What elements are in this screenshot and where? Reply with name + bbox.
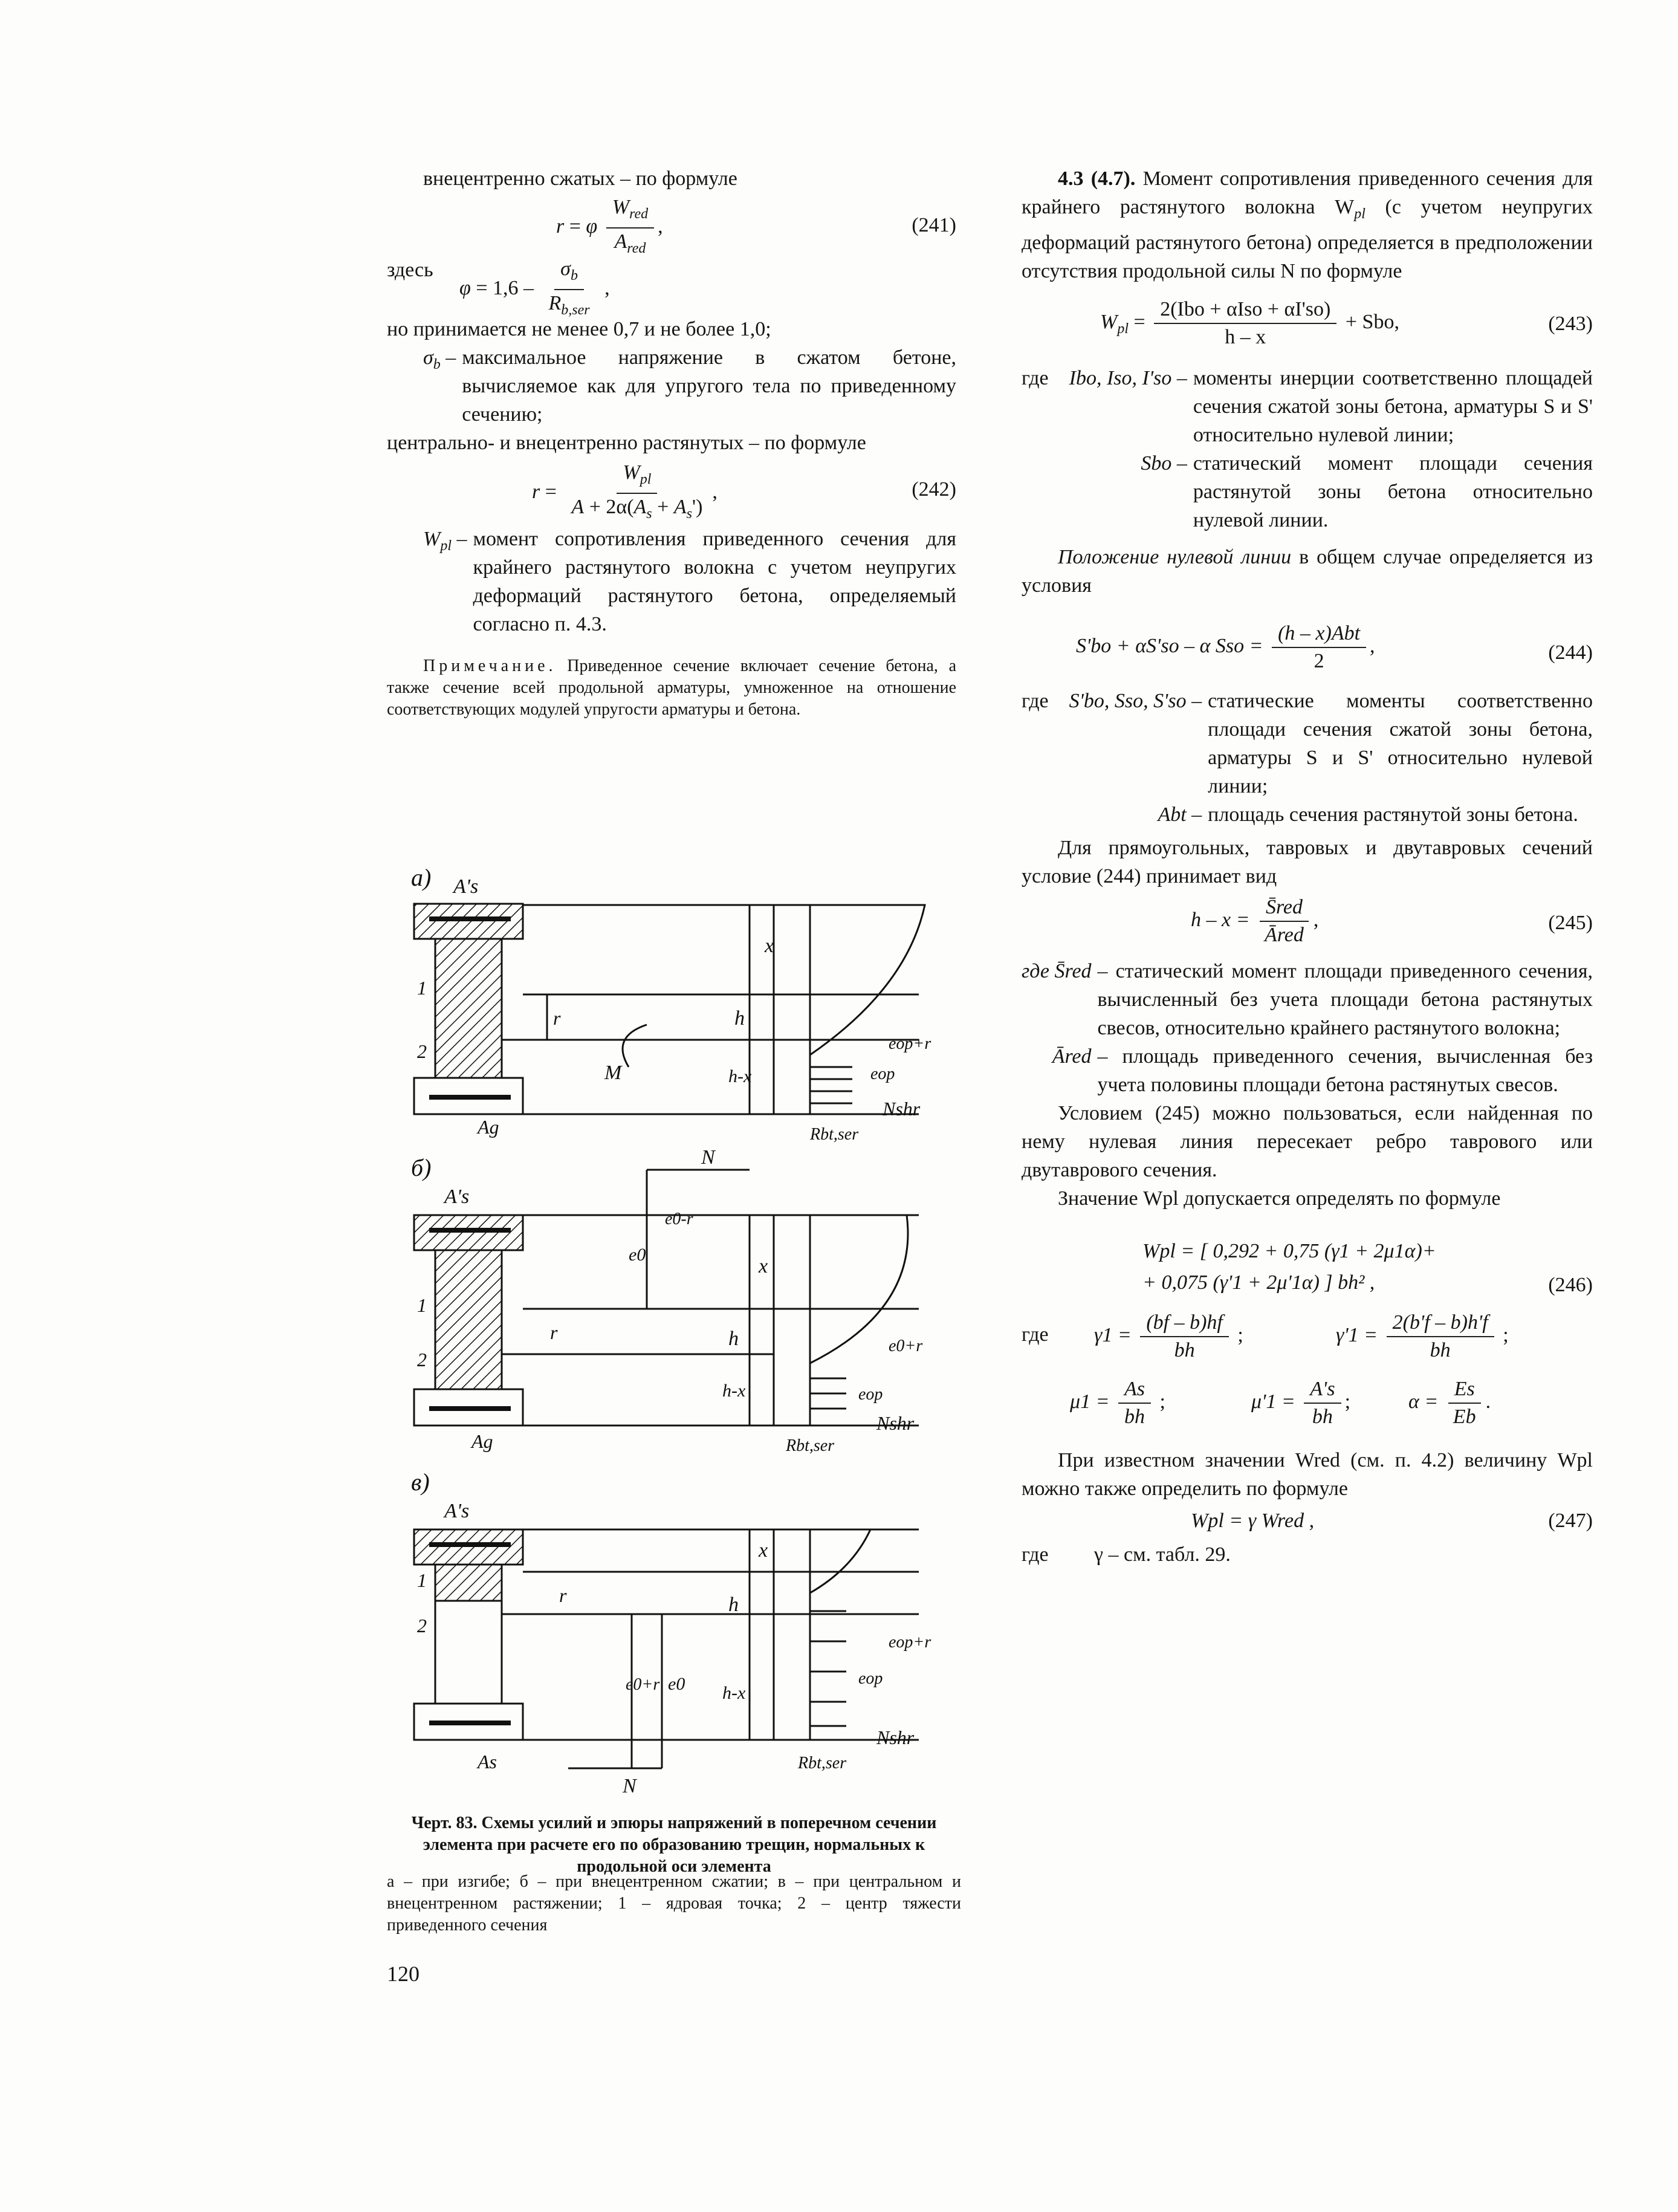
label-ag-a: Ag bbox=[478, 1116, 499, 1138]
wpl-definition: $W_{pl}$ – момент сопротивления приведенного сечения для крайнего растянутого волокна с учетом неупругих деформаций растянутого бетона, определяемый согласно п. 4.3. bbox=[423, 528, 956, 635]
eq-number-244: (244) bbox=[1548, 641, 1593, 664]
label-eop-a: eop bbox=[870, 1065, 895, 1083]
label-h-a: h bbox=[734, 1007, 745, 1030]
label-eop-r-a: eop+r bbox=[889, 1034, 931, 1053]
formula-242: r = $\frac{W_{pl}}{A + 2\alpha(A_s + A_s')}$ , (242) bbox=[387, 457, 956, 525]
eq-number-243: (243) bbox=[1548, 313, 1593, 335]
label-b: б) bbox=[411, 1154, 432, 1181]
label-x-a: x bbox=[765, 935, 774, 957]
sigma-definition: $\sigma_b$ – максимальное напряжение в сжатом бетоне, вычисляемое как для упругого тела по приведенному сечению; bbox=[423, 346, 956, 426]
label-nshr-b: Nshr bbox=[876, 1412, 915, 1434]
formula-246: Wpl = [ 0,292 + 0,75 (γ1 + 2μ1α)+ + 0,075 (γ'1 + 2μ'1α) ] bh² , (246) bbox=[1022, 1237, 1593, 1309]
formula-241: r = φ $\frac{W_{red}}{A_{red}}$ , (241) bbox=[387, 193, 956, 256]
condition-text: Условием (245) можно пользоваться, если найденная по нему нулевая линия пересекает ребро таврового или двутаврового сечения. bbox=[1022, 1102, 1593, 1181]
label-as-bot-v: As bbox=[478, 1751, 497, 1773]
wpl-allow-text: Значение Wpl допускается определять по формуле bbox=[1058, 1187, 1501, 1210]
section-4-3: 4.3 (4.7). Момент сопротивления приведенного сечения для крайнего растянутого волокна $W_{pl}$ (с учетом неупругих деформаций растянутого бетона) определяется в предположении отсутствия продольной силы N по формуле bbox=[1022, 167, 1593, 282]
label-M-a: M bbox=[604, 1062, 622, 1084]
label-hx-b: h-x bbox=[722, 1381, 746, 1401]
eq-number-242: (242) bbox=[912, 478, 956, 501]
definitions-243: где Ibo, Iso, I'so – моменты инерции соответственно площадей сечения сжатой зоны бетона, арматуры S и S' относительно нулевой линии; Sbo – статический момент площади сечения растянутой зоны бетона относительно нулевой линии. bbox=[1022, 367, 1593, 531]
label-two-b: 2 bbox=[417, 1349, 427, 1370]
figure-legend: а – при изгибе; б – при внецентренном сжатии; в – при центральном и внецентренном растяжении; 1 – ядровая точка; 2 – центр тяжести приведенного сечения bbox=[387, 1872, 961, 1935]
page-number: 120 bbox=[387, 1962, 420, 1986]
label-N-v: N bbox=[623, 1775, 637, 1797]
right-column bbox=[1022, 164, 1593, 1571]
label-r-b: r bbox=[550, 1322, 558, 1343]
gamma-definitions: где γ1 = $\frac{(bf - b)hf}{bh}$ ; γ'1 = $\frac{2(b'f - b)h'f}{bh}$ ; bbox=[1022, 1309, 1593, 1370]
known-wred-text: При известном значении Wred (см. п. 4.2) величину Wpl можно также определить по формуле bbox=[1022, 1449, 1593, 1500]
intro-text: внецентренно сжатых – по формуле bbox=[423, 167, 737, 190]
diagram-v bbox=[411, 1468, 931, 1797]
neutral-line-text: Положение нулевой линии в общем случае определяется из условия bbox=[1022, 546, 1593, 597]
label-x-b: x bbox=[759, 1255, 768, 1277]
label-v: в) bbox=[411, 1468, 430, 1496]
label-rbt-b: Rbt,ser bbox=[786, 1436, 835, 1455]
label-hx-a: h-x bbox=[728, 1066, 752, 1086]
label-eop-v: eop bbox=[858, 1669, 883, 1688]
gamma-reference: где γ – см. табл. 29. bbox=[1022, 1543, 1231, 1566]
label-a: а) bbox=[411, 864, 432, 891]
figure-83 bbox=[387, 849, 967, 1802]
label-two-v: 2 bbox=[417, 1615, 427, 1636]
label-one-a: 1 bbox=[417, 977, 427, 999]
label-r-v: r bbox=[559, 1584, 567, 1606]
label-two-a: 2 bbox=[417, 1040, 427, 1062]
label-e0-plus-r-v: e0+r bbox=[626, 1675, 660, 1694]
eq-number-246: (246) bbox=[1548, 1274, 1593, 1296]
label-N-b: N bbox=[701, 1146, 715, 1169]
stress-epure-a bbox=[810, 905, 925, 1055]
label-eop-b: eop bbox=[858, 1385, 883, 1404]
label-e0-plus-r-b: e0+r bbox=[889, 1337, 923, 1355]
formula-247: Wpl = γ Wred , (247) bbox=[1022, 1507, 1593, 1537]
label-one-b: 1 bbox=[417, 1294, 427, 1316]
label-r-a: r bbox=[553, 1007, 561, 1029]
label-x-v: x bbox=[759, 1539, 768, 1562]
label-rbt-a: Rbt,ser bbox=[810, 1125, 859, 1144]
label-eop-r-v: eop+r bbox=[889, 1633, 931, 1652]
left-column bbox=[387, 164, 956, 721]
label-h-b: h bbox=[728, 1328, 739, 1350]
definitions-244: где S'bo, Sso, S'so – статические моменты соответственно площади сечения сжатой зоны бетона, арматуры S и S' относительно нулевой линии; Abt – площадь сечения растянутой зоны бетона. bbox=[1022, 690, 1593, 826]
label-e0-b: e0 bbox=[629, 1245, 646, 1265]
formula-244: S'bo + αS'so – α Sso = $\frac{\text{(h – x)Abt}}{2}$ , (244) bbox=[1022, 620, 1593, 687]
label-hx-v: h-x bbox=[722, 1683, 746, 1703]
eq-number-241: (241) bbox=[912, 214, 956, 236]
rect-sections-text: Для прямоугольных, тавровых и двутавровых сечений условие (244) принимает вид bbox=[1022, 837, 1593, 887]
label-As-top-a: A's bbox=[453, 875, 479, 898]
label-h-v: h bbox=[728, 1594, 739, 1616]
label-nshr-a: Nshr bbox=[883, 1098, 921, 1120]
label-nshr-v: Nshr bbox=[876, 1727, 915, 1748]
label-As-top-v: A's bbox=[444, 1500, 470, 1522]
figure-caption: Черт. 83. Схемы усилий и эпюры напряжений в поперечном сечении элемента при расчете его по образованию трещин, нормальных к продольной оси элемента bbox=[411, 1814, 937, 1876]
definitions-245: где S̄red – статический момент площади приведенного сечения, вычисленный без учета площади бетона растянутых свесов, относительно крайнего растянутого волокна; Āred – площадь приведенного сечения, вычисленная без учета половины площади бетона растянутых свесов. bbox=[1022, 960, 1593, 1096]
phi-formula: здесь φ = 1,6 – $\frac{\sigma_b}{R_{b,ser}}$ , bbox=[387, 256, 956, 315]
stress-epure-v bbox=[810, 1529, 870, 1593]
label-e0-r-b: e0-r bbox=[665, 1210, 693, 1228]
tension-text: центрально- и внецентренно растянутых – по формуле bbox=[387, 432, 866, 454]
diagram-a bbox=[411, 864, 931, 1144]
label-As-top-b: A's bbox=[444, 1185, 470, 1208]
label-e0-v: e0 bbox=[668, 1674, 685, 1694]
eq-number-245: (245) bbox=[1548, 912, 1593, 934]
formula-243: $W_{pl}$ = $\frac{\text{2(Ibo + αIso + αI'so)}}{h - x}$ + Sbo, (243) bbox=[1022, 291, 1593, 364]
diagram-b bbox=[411, 1146, 922, 1455]
label-ag-b: Ag bbox=[471, 1430, 493, 1452]
formula-245: h – x = $\frac{\text{S̄red}}{\text{Āred}}$ , (245) bbox=[1022, 890, 1593, 957]
note: Примечание. Приведенное сечение включает сечение бетона, а также сечение всей продольной арматуры, умноженное на отношение соответствующих модулей упругости арматуры и бетона. bbox=[387, 657, 957, 719]
label-one-v: 1 bbox=[417, 1569, 427, 1591]
label-rbt-v: Rbt,ser bbox=[798, 1754, 847, 1773]
mu-alpha-definitions: μ1 = $\frac{As}{bh}$ ; μ'1 = $\frac{A's}{bh}$ ; α = $\frac{Es}{Eb}$ . bbox=[1022, 1376, 1593, 1442]
limit-text: но принимается не менее 0,7 и не более 1,0; bbox=[387, 318, 771, 340]
eq-number-247: (247) bbox=[1548, 1510, 1593, 1532]
